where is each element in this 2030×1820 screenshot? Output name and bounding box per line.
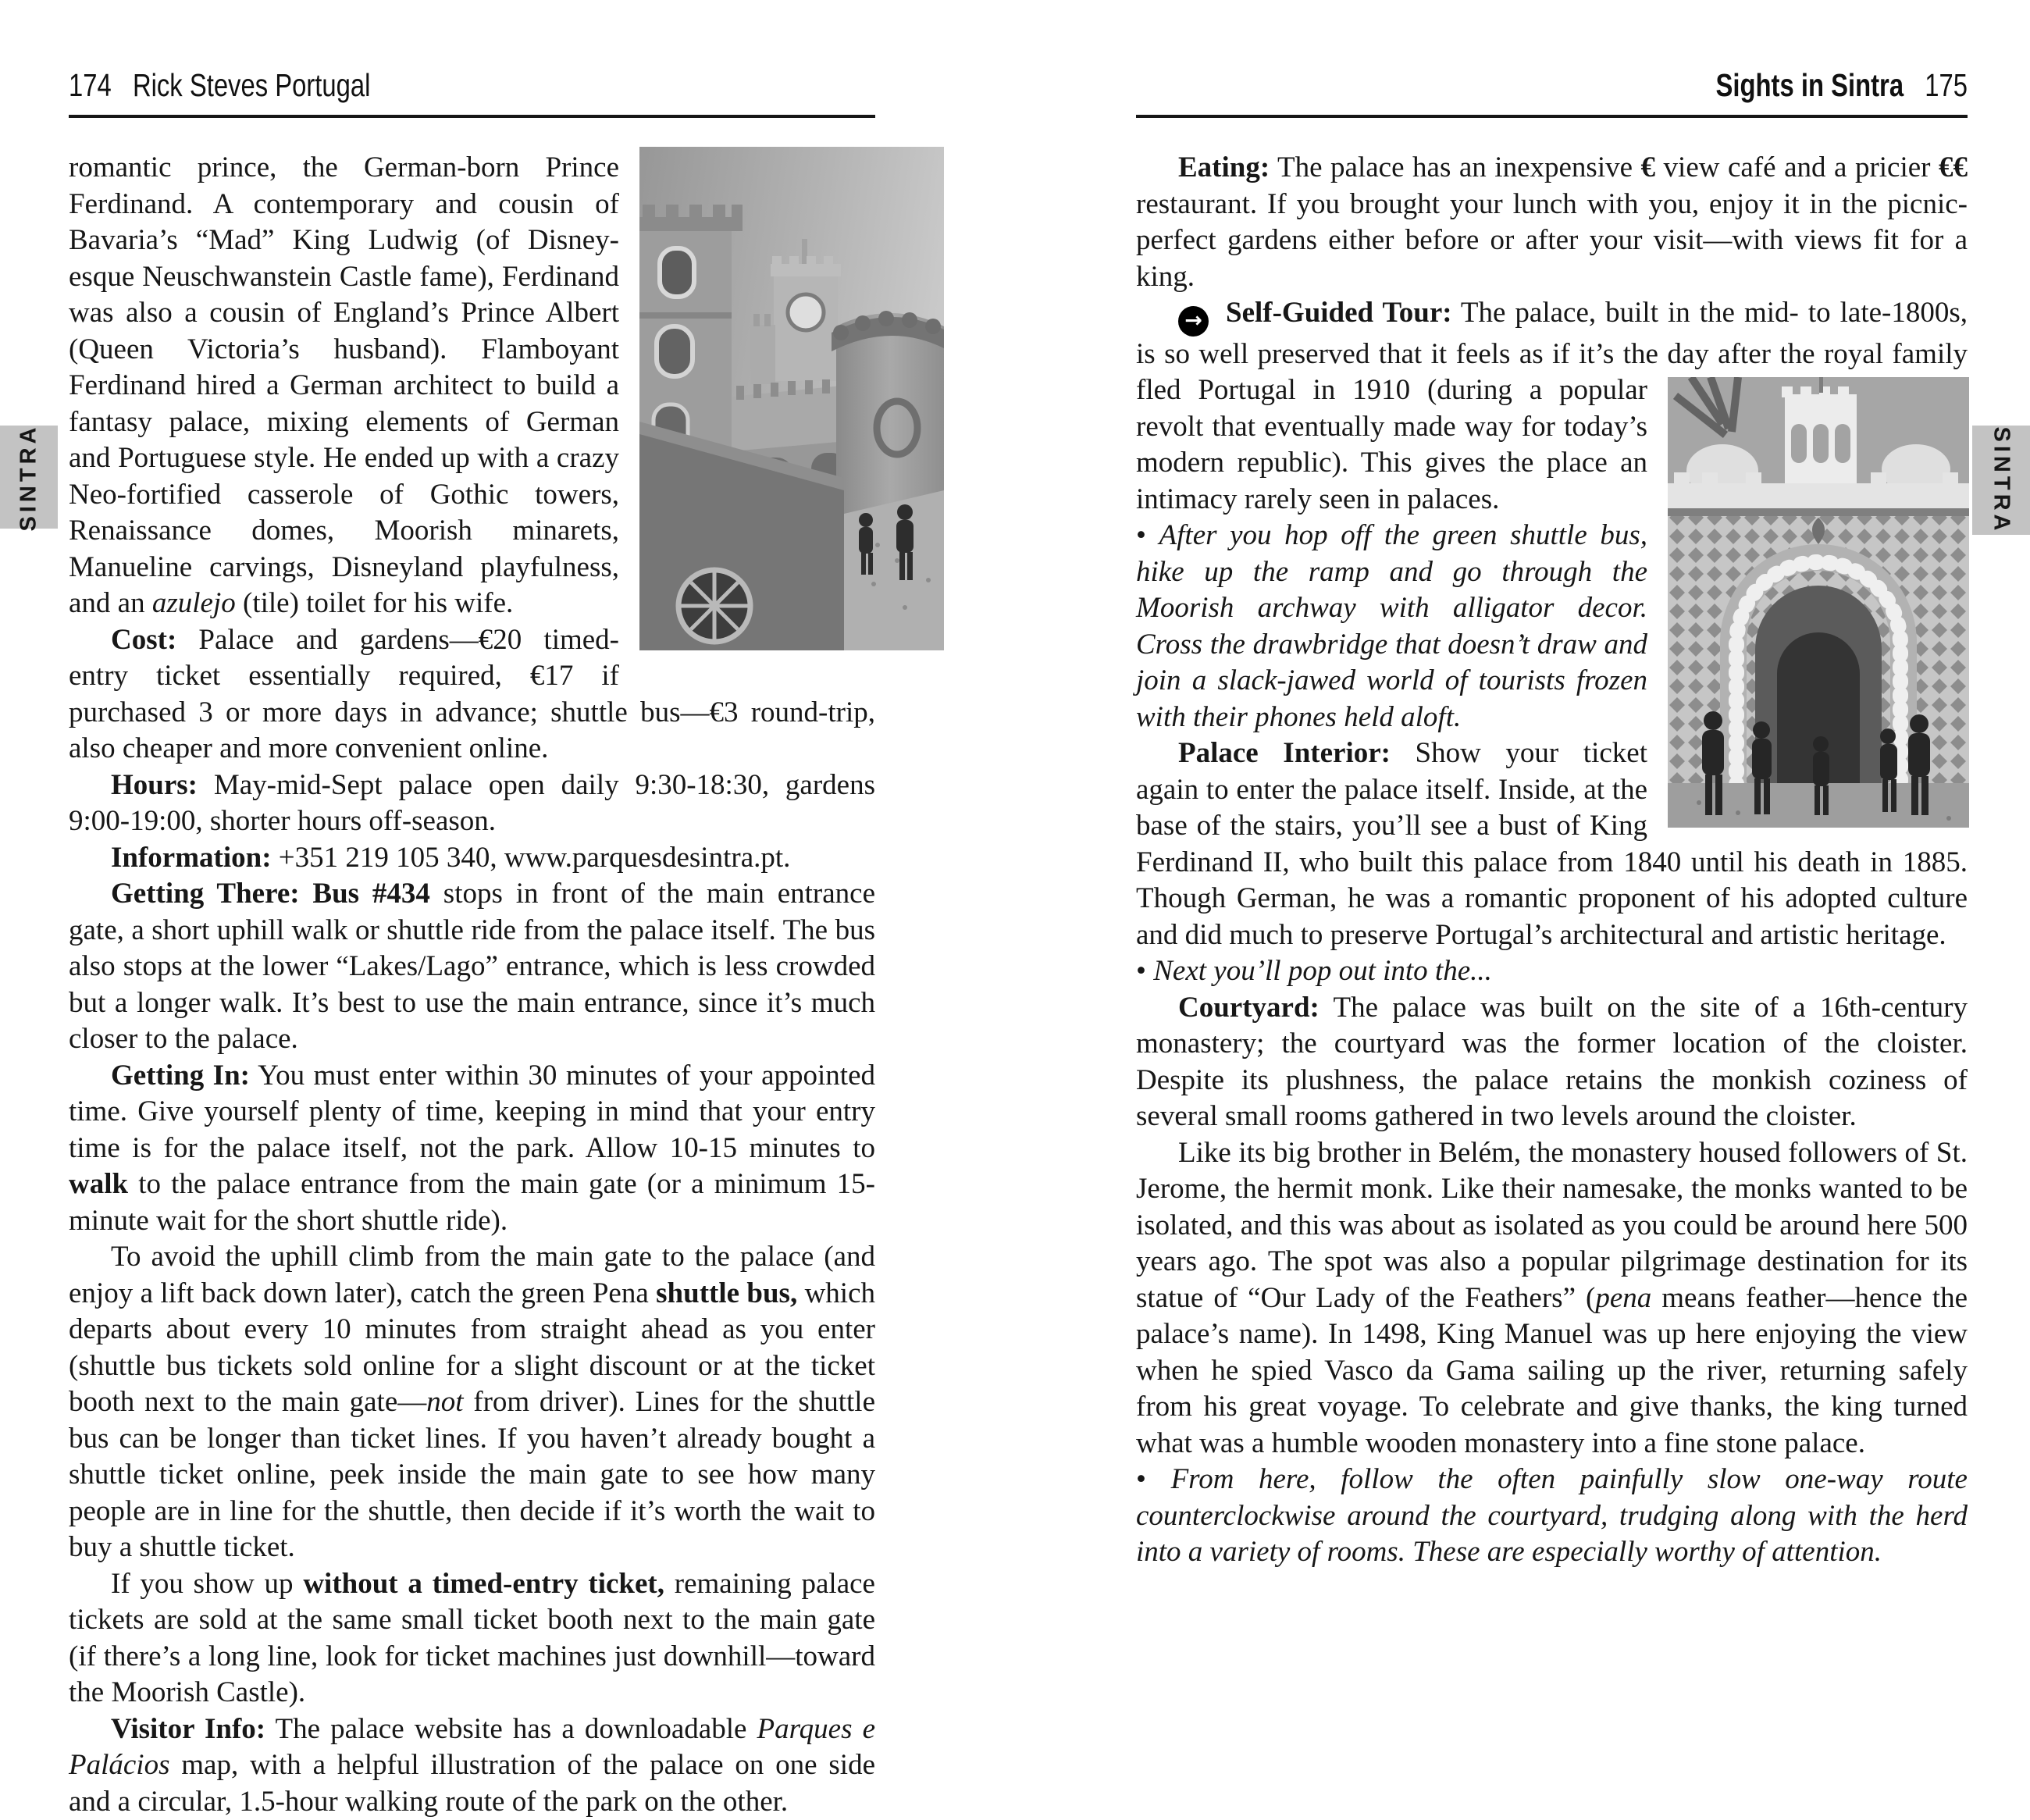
text-run: (tile) toilet for his wife. <box>236 587 514 619</box>
bold-lead-in: shuttle bus, <box>656 1277 797 1309</box>
paragraph <box>1136 150 1968 295</box>
text-run: from driver). Lines for the shuttle bus can be longer than ticket lines. If you haven’t already bought a shuttle ticket online, peek inside the main gate to see how many people are in line for the shuttle, then decide if it’s worth the wait to buy a shuttle ticket. <box>69 1386 875 1563</box>
text-run: pena <box>1595 1282 1651 1314</box>
text-run: means feather—hence the palace’s name). In 1498, King Manuel was up here enjoying the view when he spied Vasco da Gama sailing up the river, returning safely from his great voyage. To celebrate and give thanks, the king turned what was a humble wooden monastery into a fine stone palace. <box>1136 1282 1968 1459</box>
text-run: The palace, built in the mid- to late-1800s, is so well preserved that it feels as if it’s the day after the <box>1136 297 1968 370</box>
text-run: To avoid the uphill climb from the main gate to the palace (and enjoy a lift back down later), catch the green Pena <box>69 1241 875 1309</box>
book-title: Rick Steves Portugal <box>133 67 370 104</box>
bold-lead-in: Information: <box>111 842 272 874</box>
tour-direction-note <box>1136 953 1968 990</box>
text-run: May-mid-Sept palace open daily 9:30-18:30, gardens 9:00-19:00, shorter hours off-season. <box>69 769 875 838</box>
header-rule <box>1136 115 1968 118</box>
sintra-chapter-tab-left <box>0 426 58 529</box>
paragraph <box>69 1566 875 1711</box>
page-number: 175 <box>1925 67 1968 104</box>
text-run: +351 219 105 340, www.parquesdesintra.pt. <box>272 842 791 874</box>
page-body <box>1136 150 1968 1571</box>
page-body <box>69 150 875 1820</box>
paragraph <box>1136 295 1968 518</box>
text-run: • <box>1136 519 1159 551</box>
text-run: azulejo <box>152 587 236 619</box>
section-title: Sights in Sintra <box>1716 67 1904 104</box>
text-run: which departs about every 10 minutes from straight ahead as you enter (shuttle bus tickets sold online for a slight discount or at the ticket booth next to the main gate— <box>69 1277 875 1419</box>
self-guided-tour-icon: → <box>1178 306 1209 337</box>
bold-lead-in: without a timed-entry ticket, <box>303 1568 664 1600</box>
page-number: 174 <box>69 67 112 104</box>
text-run: Next you’ll pop out into the... <box>1153 955 1492 987</box>
bold-lead-in: Getting There: Bus #434 <box>111 878 430 910</box>
paragraph <box>69 150 875 622</box>
page-174 <box>69 67 875 1820</box>
text-run: stops in front of the main entrance gate, a short uphill walk or shuttle ride from the palace itself. The bus also stops at the lower “Lakes/Lago” entrance, which is less crowded but a longer walk. It’s best to use the main entrance, since it’s much closer to the palace. <box>69 878 875 1055</box>
bold-lead-in: Hours: <box>111 769 198 801</box>
paragraph <box>1136 990 1968 1135</box>
bold-lead-in: Visitor Info: <box>111 1713 265 1745</box>
text-run: remaining palace tickets are sold at the same small ticket booth next to the main gate (if there’s a long line, look for ticket machines just downhill—toward the Moorish Castle). <box>69 1568 875 1709</box>
moorish-gate-illustration <box>1668 377 1969 828</box>
text-run: You must enter within 30 minutes of your appointed time. Give yourself plenty of time, keeping in mind that your entry time is for the palace itself, not the park. Allow 10-15 minutes to <box>69 1060 875 1164</box>
bold-lead-in: Getting In: <box>111 1060 250 1092</box>
text-run: not <box>426 1386 463 1418</box>
bold-lead-in: Self-Guided Tour: <box>1226 297 1452 329</box>
paragraph <box>69 1058 875 1240</box>
text-run: Palace and gardens—€20 timed-entry ticket essentially required, €17 if purchased 3 or more days in advance; shuttle bus—€3 round-trip, also cheaper and more convenient online. <box>69 624 875 765</box>
paragraph <box>69 876 875 1058</box>
bold-lead-in: € <box>1641 151 1656 183</box>
text-run: If you show up <box>111 1568 303 1600</box>
page-header <box>69 67 714 104</box>
paragraph <box>69 768 875 840</box>
tab-label: SINTRA <box>16 423 42 531</box>
page-175 <box>1136 67 1968 1571</box>
text-run: Show your ticket again to enter the palace itself. Inside, at the base of the stairs, you’ll see a bust of King Ferdinand II, who built this palace from 1840 until his death in 1885. Though German, he was a romantic proponent of his adopted culture and did much to preserve Portugal’s architectural and artistic heritage. <box>1136 737 1968 951</box>
text-run: After you hop off the green shuttle bus, hike up the ramp and go through the Moorish archway with alligator decor. Cross the drawbridge that doesn’t draw and join a slack-jawed world of tourists frozen with their phones held aloft. <box>1136 519 1647 733</box>
sintra-chapter-tab-right <box>1972 426 2030 535</box>
tab-label: SINTRA <box>1989 426 2014 534</box>
bold-lead-in: walk <box>69 1168 128 1200</box>
text-run: The palace was built on the site of a 16th-century monastery; the courtyard was the former location of the cloister. Despite its plushness, the palace retains the monkish coziness of several small rooms gathered in two levels around the cloister. <box>1136 992 1968 1133</box>
paragraph <box>1136 1135 1968 1462</box>
page-header <box>1302 67 1968 104</box>
text-run: Like its big brother in Belém, the monastery housed followers of St. Jerome, the hermit monk. Like their namesake, the monks wanted to be isolated, and this was about as isolated as you could be around here 500 years ago. The spot was also a popular pilgrimage destination for its statue of “Our Lady of the Feathers” ( <box>1136 1137 1968 1314</box>
bold-lead-in: Courtyard: <box>1178 992 1320 1024</box>
paragraph <box>69 840 875 877</box>
text-run: restaurant. If you brought your lunch with you, enjoy it in the picnic-perfect gardens either before or after your visit—with views fit for a king. <box>1136 188 1968 293</box>
pena-palace-terrace-photo <box>639 147 944 650</box>
header-rule <box>69 115 875 118</box>
bold-lead-in: Cost: <box>111 624 176 656</box>
text-run: • <box>1136 1463 1171 1495</box>
text-run: map, with a helpful illustration of the palace on one side and a circular, 1.5-hour walking route of the park on the other. <box>69 1749 875 1818</box>
text-run: view café and a pricier <box>1655 151 1939 183</box>
bold-lead-in: Eating: <box>1178 151 1270 183</box>
text-run: royal family fled Portugal in 1910 (during a popular revolt that eventually made way for today’s modern republic). This gives the place an intimacy rarely seen in palaces. <box>1136 338 1968 515</box>
text-run: From here, follow the often painfully slow one-way route counterclockwise around the courtyard, trudging along with the herd into a variety of rooms. These are especially worthy of attention. <box>1136 1463 1968 1568</box>
paragraph <box>69 1711 875 1820</box>
pena-palace-terrace-illustration <box>639 147 944 650</box>
tour-direction-note <box>1136 1462 1968 1571</box>
text-run: The palace has an inexpensive <box>1270 151 1640 183</box>
text-run: • <box>1136 955 1153 987</box>
bold-lead-in: €€ <box>1939 151 1968 183</box>
text-run: Parques e Palácios <box>69 1713 875 1782</box>
pena-moorish-gate-photo <box>1668 377 1969 828</box>
text-run: to the palace entrance from the main gate (or a minimum 15-minute wait for the short shuttle ride). <box>69 1168 875 1237</box>
text-run: romantic prince, the German-born Prince Ferdinand. A contemporary and cousin of Bavaria’s “Mad” King Ludwig (of Disney-esque Neuschwanstein Castle fame), Ferdinand was also a cousin of England’s Prince Albert (Queen Victoria’s husband). Flamboyant Ferdinand hired a German architect to build a fantasy palace, mixing elements of German and Portuguese style. He ended up with a crazy Neo-fortified casserole of Gothic towers, Renaissance domes, Moorish minarets, Manueline carvings, Disneyland playfulness, and an <box>69 151 619 619</box>
paragraph <box>69 1239 875 1566</box>
text-run: The palace website has a downloadable <box>265 1713 757 1745</box>
bold-lead-in: Palace Interior: <box>1178 737 1391 769</box>
